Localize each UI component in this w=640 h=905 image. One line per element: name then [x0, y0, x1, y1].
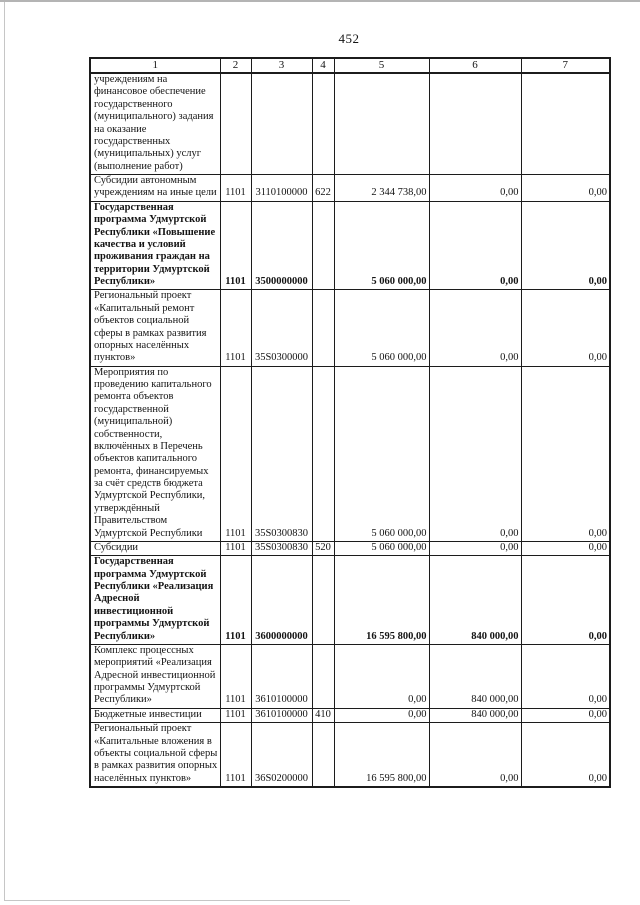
cell-section-code [220, 73, 251, 175]
page-number: 452 [338, 31, 360, 46]
budget-table [89, 57, 611, 788]
cell-amount-year1: 5 060 000,00 [334, 541, 429, 555]
cell-amount-year3: 0,00 [521, 201, 610, 290]
cell-program-code: 3610100000 [251, 708, 312, 722]
cell-section-code: 1101 [220, 644, 251, 708]
cell-amount-year1: 2 344 738,00 [334, 175, 429, 202]
column-header: 7 [521, 58, 610, 73]
cell-name: Государственная программа Удмуртской Республики «Повышение качества и условий проживания граждан на территории Удмуртской Республики» [90, 201, 220, 290]
cell-expense-type [312, 556, 334, 645]
table-row [90, 290, 610, 366]
cell-program-code: 36S0200000 [251, 723, 312, 787]
scan-edge-top [0, 0, 640, 2]
cell-section-code: 1101 [220, 290, 251, 366]
cell-expense-type: 410 [312, 708, 334, 722]
cell-amount-year1 [334, 73, 429, 175]
cell-program-code: 3500000000 [251, 201, 312, 290]
cell-name: Субсидии автономным учреждениям на иные цели [90, 175, 220, 202]
column-header: 2 [220, 58, 251, 73]
table-header-row [90, 58, 610, 73]
cell-name: Бюджетные инвестиции [90, 708, 220, 722]
cell-name: учреждениям на финансовое обеспечение государственного (муниципального) задания на оказание государственных (муниципальных) услуг (выполнение работ) [90, 73, 220, 175]
cell-amount-year3: 0,00 [521, 366, 610, 541]
cell-expense-type: 520 [312, 541, 334, 555]
cell-section-code: 1101 [220, 541, 251, 555]
column-header: 4 [312, 58, 334, 73]
scan-edge-bottom-left [4, 900, 350, 901]
cell-expense-type [312, 366, 334, 541]
cell-amount-year2: 0,00 [429, 175, 521, 202]
cell-expense-type [312, 73, 334, 175]
table-row [90, 644, 610, 708]
table-row [90, 175, 610, 202]
cell-amount-year3: 0,00 [521, 556, 610, 645]
cell-amount-year2: 0,00 [429, 723, 521, 787]
cell-expense-type [312, 201, 334, 290]
cell-program-code [251, 73, 312, 175]
cell-program-code: 35S0300000 [251, 290, 312, 366]
cell-amount-year1: 5 060 000,00 [334, 366, 429, 541]
cell-name: Региональный проект «Капитальные вложения в объекты социальной сферы в рамках развития опорных населённых пунктов» [90, 723, 220, 787]
cell-section-code: 1101 [220, 708, 251, 722]
cell-name: Субсидии [90, 541, 220, 555]
cell-amount-year1: 0,00 [334, 708, 429, 722]
cell-amount-year1: 16 595 800,00 [334, 723, 429, 787]
cell-expense-type: 622 [312, 175, 334, 202]
cell-expense-type [312, 723, 334, 787]
cell-amount-year3: 0,00 [521, 175, 610, 202]
cell-expense-type [312, 644, 334, 708]
cell-program-code: 35S0300830 [251, 541, 312, 555]
cell-amount-year3: 0,00 [521, 723, 610, 787]
cell-name: Региональный проект «Капитальный ремонт объектов социальной сферы в рамках развития опорных населённых пунктов» [90, 290, 220, 366]
cell-name: Комплекс процессных мероприятий «Реализация Адресной инвестиционной программы Удмуртской Республики» [90, 644, 220, 708]
cell-amount-year2: 0,00 [429, 541, 521, 555]
table-row [90, 201, 610, 290]
cell-amount-year3: 0,00 [521, 290, 610, 366]
table-row [90, 708, 610, 722]
scan-edge-left [4, 2, 5, 901]
column-header: 3 [251, 58, 312, 73]
column-header: 6 [429, 58, 521, 73]
cell-section-code: 1101 [220, 556, 251, 645]
cell-name: Государственная программа Удмуртской Республики «Реализация Адресной инвестиционной программы Удмуртской Республики» [90, 556, 220, 645]
column-header: 1 [90, 58, 220, 73]
cell-amount-year3 [521, 73, 610, 175]
cell-section-code: 1101 [220, 723, 251, 787]
cell-section-code: 1101 [220, 175, 251, 202]
cell-amount-year2: 0,00 [429, 366, 521, 541]
cell-amount-year2: 840 000,00 [429, 708, 521, 722]
cell-amount-year2: 840 000,00 [429, 556, 521, 645]
cell-amount-year3: 0,00 [521, 708, 610, 722]
cell-program-code: 35S0300830 [251, 366, 312, 541]
table-row [90, 366, 610, 541]
table-row [90, 73, 610, 175]
cell-amount-year2: 0,00 [429, 201, 521, 290]
cell-amount-year3: 0,00 [521, 644, 610, 708]
table-body [90, 73, 610, 787]
cell-amount-year1: 16 595 800,00 [334, 556, 429, 645]
cell-program-code: 3600000000 [251, 556, 312, 645]
cell-name: Мероприятия по проведению капитального ремонта объектов государственной (муниципальной) собственности, включённых в Перечень объектов капитального ремонта, финансируемых за счёт средств бюджета Удмуртской Республики, утверждённый Правительством Удмуртской Республики [90, 366, 220, 541]
cell-amount-year1: 0,00 [334, 644, 429, 708]
cell-amount-year2: 0,00 [429, 290, 521, 366]
table-row [90, 541, 610, 555]
table-row [90, 556, 610, 645]
cell-program-code: 3610100000 [251, 644, 312, 708]
cell-amount-year2 [429, 73, 521, 175]
table-row [90, 723, 610, 787]
column-header: 5 [334, 58, 429, 73]
cell-amount-year2: 840 000,00 [429, 644, 521, 708]
cell-amount-year1: 5 060 000,00 [334, 290, 429, 366]
cell-section-code: 1101 [220, 366, 251, 541]
cell-expense-type [312, 290, 334, 366]
cell-amount-year1: 5 060 000,00 [334, 201, 429, 290]
cell-amount-year3: 0,00 [521, 541, 610, 555]
cell-section-code: 1101 [220, 201, 251, 290]
cell-program-code: 3110100000 [251, 175, 312, 202]
